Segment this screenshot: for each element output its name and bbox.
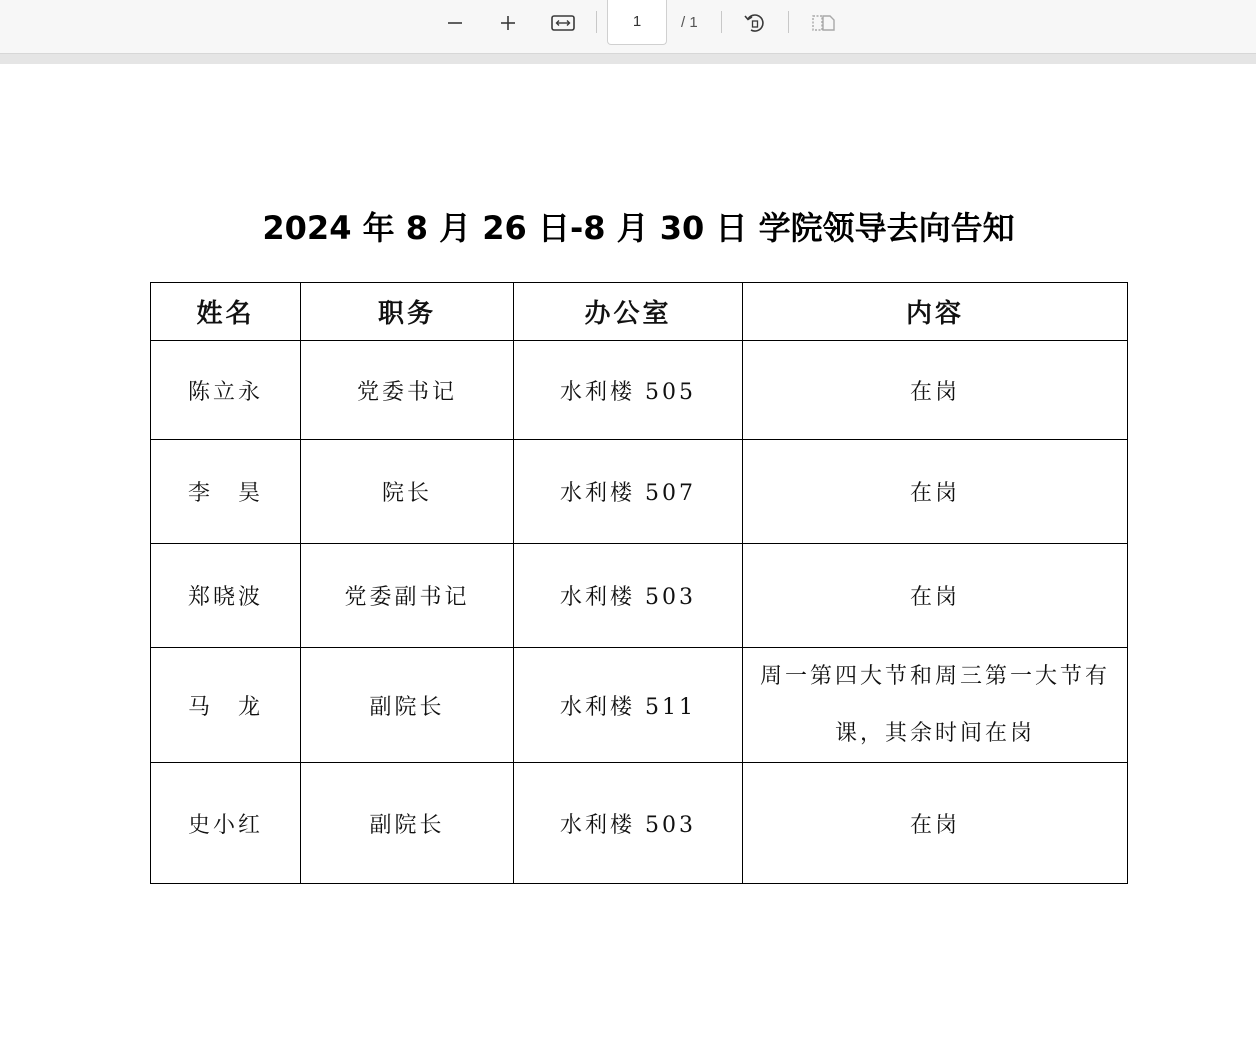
zoom-out-button[interactable] — [438, 10, 472, 36]
cell-content: 在岗 — [743, 341, 1128, 440]
rotate-button[interactable] — [738, 10, 772, 36]
cell-name: 李 昊 — [151, 440, 301, 544]
cell-office: 水利楼 503 — [514, 544, 743, 648]
cell-office: 水利楼 503 — [514, 763, 743, 884]
cell-content: 在岗 — [743, 544, 1128, 648]
cell-position: 党委书记 — [301, 341, 514, 440]
cell-position: 院长 — [301, 440, 514, 544]
zoom-in-button[interactable] — [491, 10, 525, 36]
minus-icon — [446, 14, 464, 32]
cell-position: 副院长 — [301, 763, 514, 884]
table-row — [151, 341, 1128, 440]
cell-position: 党委副书记 — [301, 544, 514, 648]
table-header-row — [151, 283, 1128, 341]
cell-content: 在岗 — [743, 763, 1128, 884]
two-page-view-button[interactable] — [806, 10, 840, 36]
cell-office: 水利楼 507 — [514, 440, 743, 544]
pdf-toolbar — [0, 0, 1256, 54]
two-page-icon — [809, 12, 837, 34]
cell-content-text: 周一第四大节和周三第一大节有课，其余时间在岗 — [759, 664, 1110, 746]
plus-icon — [499, 14, 517, 32]
document-title: 2024 年 8 月 26 日-8 月 30 日 学院领导去向告知 — [262, 209, 1015, 247]
cell-name: 马 龙 — [151, 648, 301, 763]
header-name: 姓名 — [151, 283, 301, 341]
cell-content — [743, 648, 1128, 763]
header-office: 办公室 — [514, 283, 743, 341]
table-row — [151, 763, 1128, 884]
cell-position: 副院长 — [301, 648, 514, 763]
cell-office: 水利楼 505 — [514, 341, 743, 440]
cell-office: 水利楼 511 — [514, 648, 743, 763]
cell-content: 在岗 — [743, 440, 1128, 544]
table-row — [151, 440, 1128, 544]
fit-to-width-button[interactable] — [546, 10, 580, 36]
page-total-label: / 1 — [681, 14, 698, 31]
table-row — [151, 648, 1128, 763]
toolbar-divider — [596, 11, 597, 33]
toolbar-shadow — [0, 54, 1256, 64]
cell-name: 陈立永 — [151, 341, 301, 440]
header-position: 职务 — [301, 283, 514, 341]
rotate-icon — [742, 10, 768, 36]
cell-name: 史小红 — [151, 763, 301, 884]
table-row — [151, 544, 1128, 648]
page-number-input[interactable]: 1 — [607, 0, 667, 45]
leader-schedule-table — [150, 282, 1128, 884]
toolbar-divider — [788, 11, 789, 33]
toolbar-divider — [721, 11, 722, 33]
fit-width-icon — [550, 13, 576, 33]
header-content: 内容 — [743, 283, 1128, 341]
cell-name: 郑晓波 — [151, 544, 301, 648]
